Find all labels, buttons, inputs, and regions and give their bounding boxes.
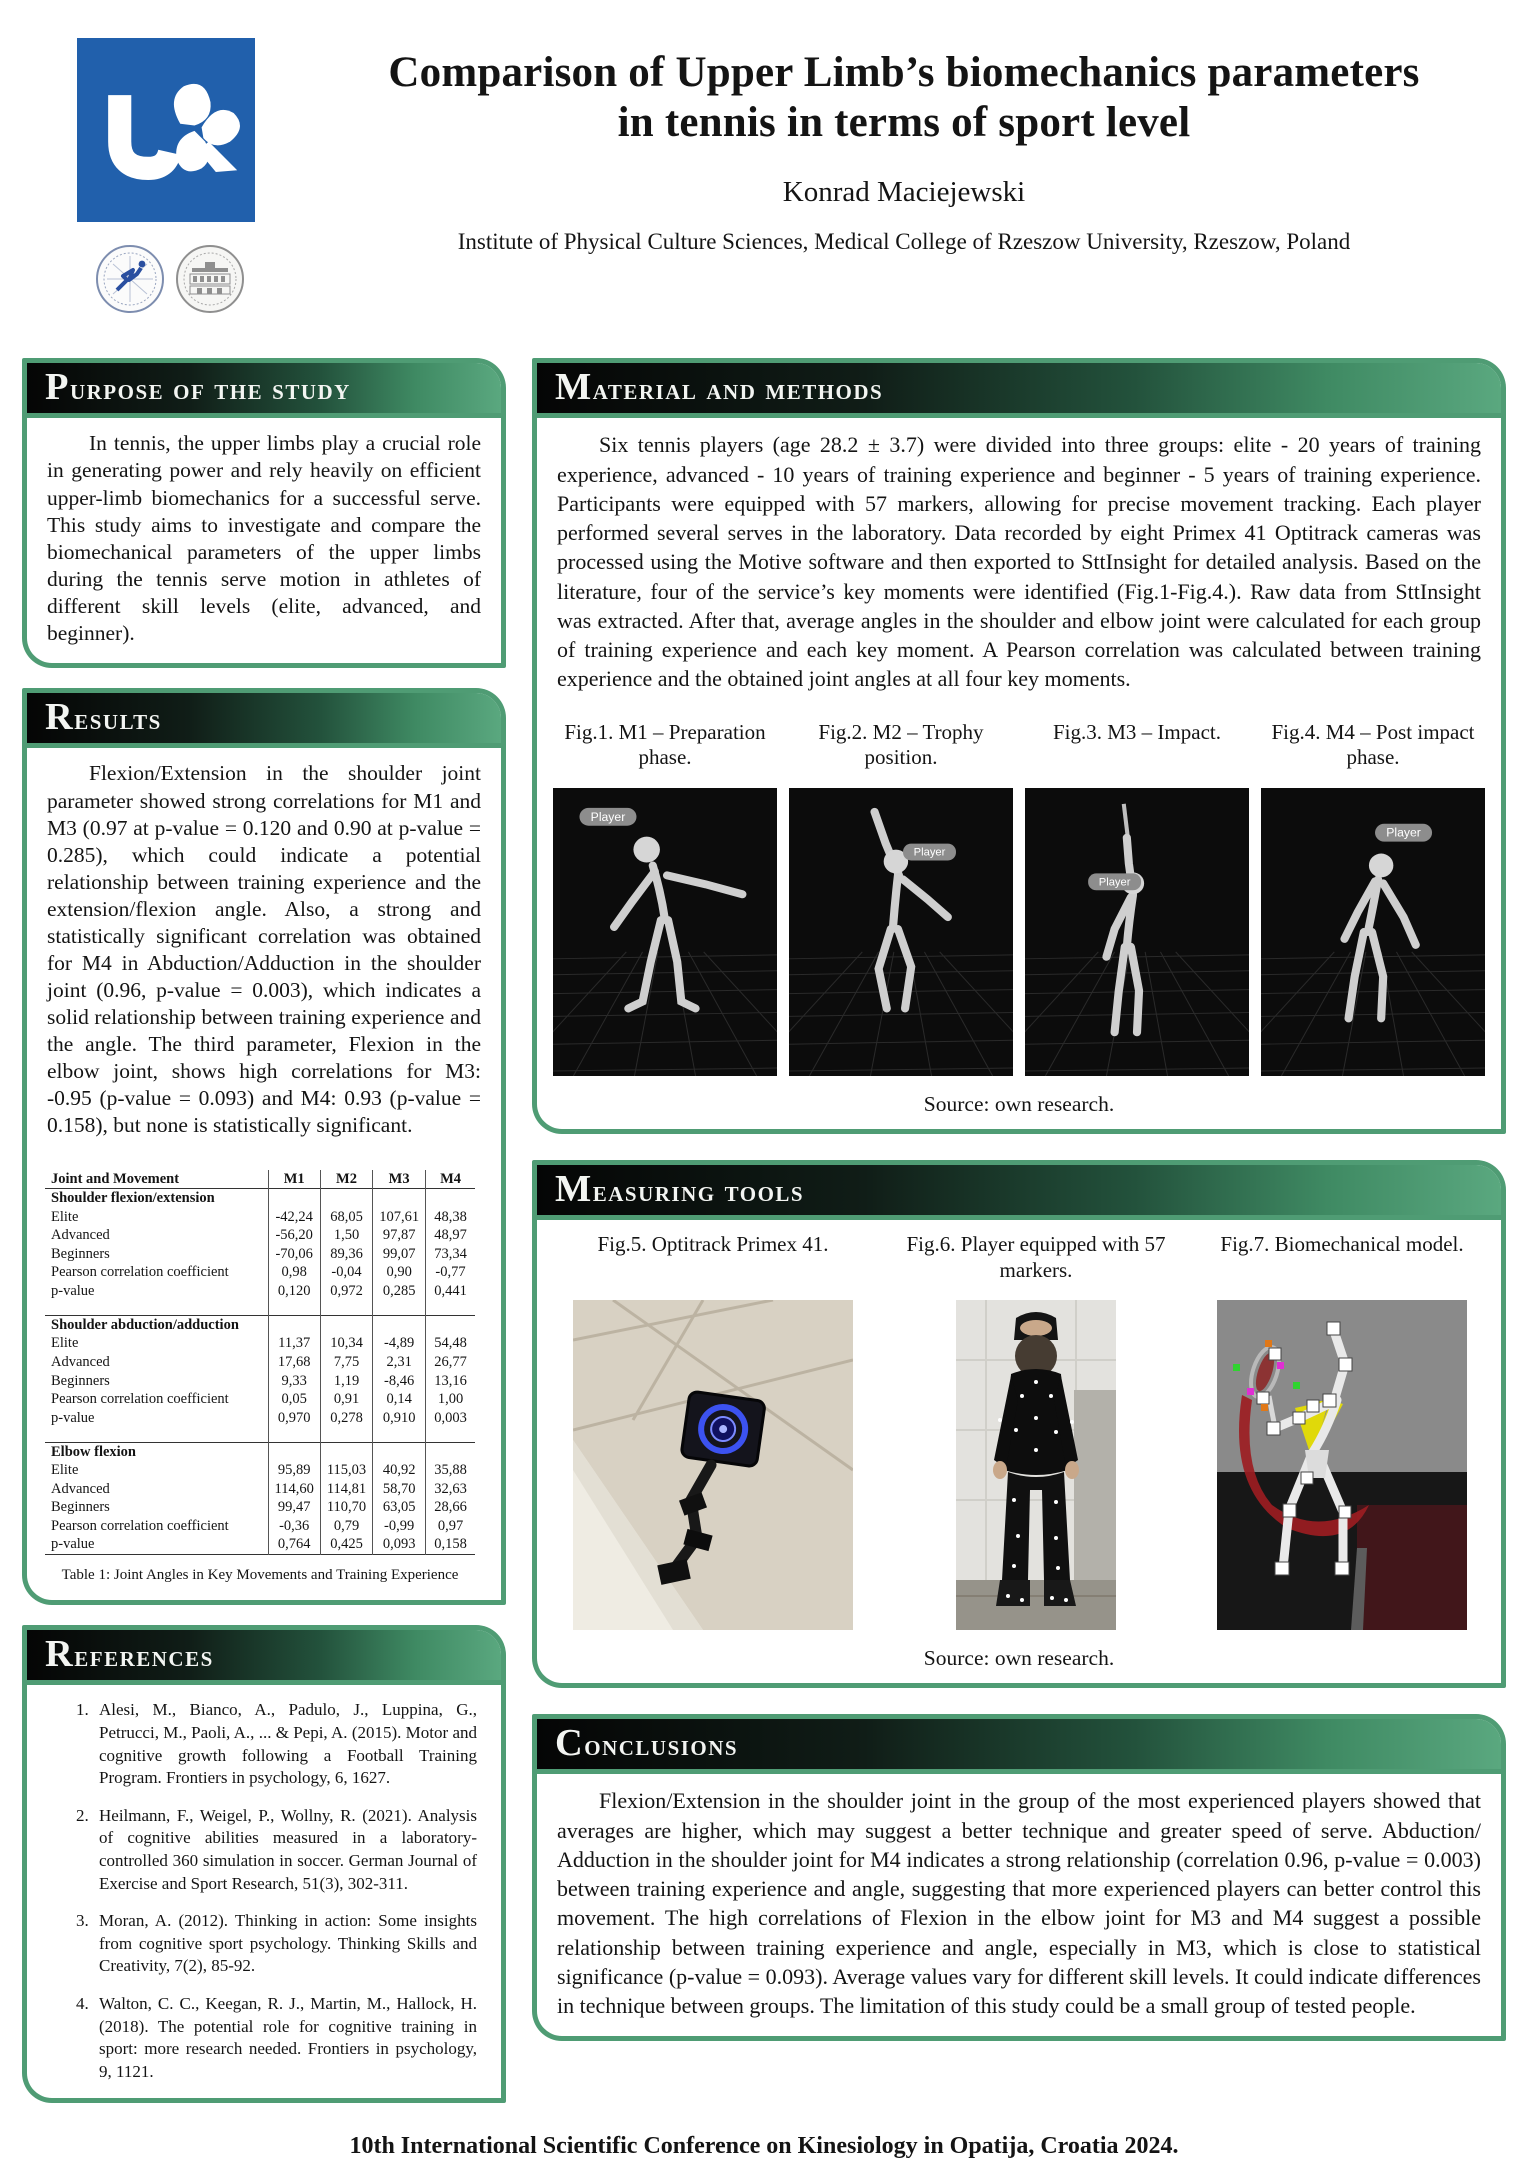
table-row: p-value 0,120 0,972 0,285 0,441 bbox=[45, 1282, 475, 1301]
reference-item: 1. Alesi, M., Bianco, A., Padulo, J., Luppina, G., Petrucci, M., Paoli, A., ... & Pepi, A. (2015). Motor and cognitive growth following a Football Training Program. Frontiers in psychology, 6, 1627. bbox=[93, 1699, 477, 1789]
purpose-header-band bbox=[27, 363, 501, 418]
tools-header-band bbox=[537, 1165, 1501, 1220]
section-references bbox=[22, 1625, 506, 2104]
section-conclusions bbox=[532, 1714, 1506, 2041]
conclusions-text: Flexion/Extension in the shoulder joint in the group of the most experienced players showed that averages are higher, which may suggest a better technique and greater speed of serve. Abduction/ Adduction in the shoulder joint for M4 indicates a strong relationship (correlation 0.96, p-value = 0.003) between training experience and angle, suggesting that more experienced players can better control this movement. The high correlations of Flexion in the elbow joint for M3 and M4 suggest a possible relationship between training experience and angle, especially in M3, which is close to statistical significance (p-value = 0.093). Average values vary for different skill levels. It could indicate differences in technique between groups. The limitation of this study could be a small group of tested people. bbox=[557, 1788, 1481, 2019]
results-text: Flexion/Extension in the shoulder joint parameter showed strong correlations for M1 and M3 (0.97 at p-value = 0.120 and 0.90 at p-value = 0.285), which could indicate a potential relationship between training experience and the extension/flexion angle. Also, a strong and statistically significant correlation was obtained for M4 in Abduction/Adduction in the shoulder joint (0.96, p-value = 0.003), which indicates a solid relationship between training experience and the angle. The third parameter, Flexion in the elbow joint, shows high correlations for M3: -0.95 (p-value = 0.093) and M4: 0.93 (p-value = 0.158), but none is statistically significant. bbox=[47, 761, 481, 1138]
player-markers-photo bbox=[956, 1300, 1116, 1630]
methods-title: Material and methods bbox=[555, 366, 884, 408]
conclusions-body bbox=[537, 1774, 1501, 2036]
ur-logo-icon bbox=[77, 38, 255, 222]
biomechanical-model-image bbox=[1217, 1300, 1467, 1630]
player-label bbox=[1375, 823, 1432, 841]
table-row: Pearson correlation coefficient 0,05 0,91 0,14 1,00 bbox=[45, 1390, 475, 1409]
faculty-of-kinesiology-seal-icon bbox=[95, 244, 165, 314]
tools-figure-row bbox=[537, 1220, 1501, 1630]
table-spacer-row bbox=[45, 1427, 475, 1442]
figure-m1 bbox=[553, 720, 777, 1076]
table-row: Beginners 99,47 110,70 63,05 28,66 bbox=[45, 1498, 475, 1517]
tools-source: Source: own research. bbox=[923, 1646, 1115, 1671]
table-group-row: Shoulder abduction/adduction bbox=[45, 1315, 475, 1334]
svg-text:Player: Player bbox=[590, 809, 626, 824]
table-spacer-row bbox=[45, 1300, 475, 1315]
methods-header-band bbox=[537, 363, 1501, 418]
figure-caption: Fig.2. M2 – Trophy position. bbox=[818, 719, 984, 770]
reference-item: 3. Moran, A. (2012). Thinking in action: Some insights from cognitive sport psychology. Thinking Skills and Creativity, 7(2), 85-92. bbox=[93, 1910, 477, 1978]
m2-trophy-image bbox=[789, 788, 1013, 1076]
table-row: Elite -42,24 68,05 107,61 48,38 bbox=[45, 1208, 475, 1227]
right-column bbox=[532, 358, 1506, 2041]
mannequin-m3-icon bbox=[1025, 788, 1249, 1076]
figure-player-markers bbox=[876, 1232, 1196, 1630]
poster-header bbox=[0, 0, 1528, 330]
table-row: p-value 0,970 0,278 0,910 0,003 bbox=[45, 1409, 475, 1428]
results-title: Results bbox=[45, 696, 162, 739]
table-row: Elite 95,89 115,03 40,92 35,88 bbox=[45, 1461, 475, 1480]
player-label bbox=[1088, 873, 1141, 890]
table-row: Advanced 17,68 7,75 2,31 26,77 bbox=[45, 1353, 475, 1372]
table-group-row: Elbow flexion bbox=[45, 1442, 475, 1461]
header-text bbox=[280, 0, 1528, 255]
poster-columns bbox=[22, 358, 1506, 2103]
table-row: Beginners 9,33 1,19 -8,46 13,16 bbox=[45, 1372, 475, 1391]
results-table-wrap bbox=[27, 1156, 501, 1600]
mocap-figure-row bbox=[537, 710, 1501, 1076]
left-column bbox=[22, 358, 506, 2103]
m4-post-impact-image bbox=[1261, 788, 1485, 1076]
mannequin-m2-icon bbox=[789, 788, 1013, 1076]
section-material-methods bbox=[532, 358, 1506, 1134]
methods-body bbox=[537, 418, 1501, 709]
references-title: References bbox=[45, 1632, 214, 1675]
purpose-text: In tennis, the upper limbs play a crucial role in generating power and rely heavily on efficient upper-limb biomechanics for a successful serve. This study aims to investigate and compare the biomechanical parameters of the upper limbs during the tennis serve motion in athletes of different skill levels (elite, advanced, and beginner). bbox=[47, 431, 481, 645]
section-purpose bbox=[22, 358, 506, 668]
table-row: Pearson correlation coefficient -0,36 0,79 -0,99 0,97 bbox=[45, 1517, 475, 1536]
section-results bbox=[22, 688, 506, 1605]
references-list bbox=[27, 1699, 501, 2083]
tools-title: Measuring tools bbox=[555, 1167, 805, 1210]
table-group-row: Shoulder flexion/extension bbox=[45, 1189, 475, 1208]
figure-biomech-model bbox=[1209, 1232, 1475, 1630]
figure-caption: Fig.5. Optitrack Primex 41. bbox=[597, 1232, 829, 1257]
player-label bbox=[579, 808, 636, 826]
figure-optitrack-camera bbox=[563, 1232, 863, 1630]
university-of-zagreb-seal-icon bbox=[175, 244, 245, 314]
table-row: Pearson correlation coefficient 0,98 -0,04 0,90 -0,77 bbox=[45, 1263, 475, 1282]
figure-caption: Fig.6. Player equipped with 57 markers. bbox=[906, 1232, 1166, 1282]
m3-impact-image bbox=[1025, 788, 1249, 1076]
methods-source: Source: own research. bbox=[923, 1091, 1115, 1116]
results-header-band bbox=[27, 693, 501, 748]
logo-block bbox=[77, 38, 277, 314]
figure-caption: Fig.1. M1 – Preparation phase. bbox=[564, 719, 766, 770]
table-row: Elite 11,37 10,34 -4,89 54,48 bbox=[45, 1334, 475, 1353]
conference-footer: 10th International Scientific Conference on Kinesiology in Opatija, Croatia 2024. bbox=[349, 2133, 1179, 2160]
results-table bbox=[45, 1170, 475, 1555]
methods-text: Six tennis players (age 28.2 ± 3.7) were divided into three groups: elite - 20 years of training experience, advanced - 10 years of training experience and beginner - 5 years of training experience. Participants were equipped with 57 markers, allowing for precise movement tracking. Each player performed several serves in the laboratory. Data recorded by eight Primex 41 Optitrack cameras was processed using the Motive software and then exported to SttInsight for detailed analysis. Based on the literature, four of the service’s key moments were identified (Fig.1-Fig.4.). Raw data from SttInsight was extracted. After that, average angles in the shoulder and elbow joint were calculated for each group of training experience and each key moment. A Pearson correlation was calculated between training experience and the obtained joint angles at all four key moments. bbox=[557, 432, 1481, 692]
reference-item: 2. Heilmann, F., Weigel, P., Wollny, R. (2021). Analysis of cognitive abilities measured in a laboratory-controlled 360 simulation in soccer. German Journal of Exercise and Sport Research, 51(3), 302-311. bbox=[93, 1805, 477, 1895]
figure-m3 bbox=[1025, 720, 1249, 1076]
title-line-1: Comparison of Upper Limb’s biomechanics parameters bbox=[388, 49, 1420, 96]
references-header-band bbox=[27, 1630, 501, 1685]
optitrack-camera-photo bbox=[573, 1300, 853, 1630]
mannequin-m4-icon bbox=[1261, 788, 1485, 1076]
table-row: Advanced 114,60 114,81 58,70 32,63 bbox=[45, 1480, 475, 1499]
section-measuring-tools bbox=[532, 1160, 1506, 1688]
figure-m2 bbox=[789, 720, 1013, 1076]
purpose-title: Purpose of the study bbox=[45, 366, 351, 408]
conclusions-title: Conclusions bbox=[555, 1722, 739, 1765]
page-title bbox=[280, 48, 1528, 148]
figure-m4 bbox=[1261, 720, 1485, 1076]
table-row: Advanced -56,20 1,50 97,87 48,97 bbox=[45, 1226, 475, 1245]
figure-caption: Fig.3. M3 – Impact. bbox=[1053, 719, 1221, 744]
results-body bbox=[27, 748, 501, 1155]
figure-caption: Fig.7. Biomechanical model. bbox=[1220, 1232, 1464, 1257]
mannequin-m1-icon bbox=[553, 788, 777, 1076]
m1-preparation-image bbox=[553, 788, 777, 1076]
svg-text:Player: Player bbox=[913, 846, 946, 859]
reference-item: 4. Walton, C. C., Keegan, R. J., Martin, M., Hallock, H. (2018). The potential role for cognitive training in sport: more research needed. Frontiers in psychology, 9, 1121. bbox=[93, 1993, 477, 2083]
table-header-row: Joint and Movement M1 M2 M3 M4 bbox=[45, 1170, 475, 1189]
title-line-2: in tennis in terms of sport level bbox=[617, 98, 1191, 146]
conclusions-header-band bbox=[537, 1719, 1501, 1774]
author-name: Konrad Maciejewski bbox=[782, 175, 1026, 208]
table-caption: Table 1: Joint Angles in Key Movements and Training Experience bbox=[61, 1566, 459, 1583]
affiliation: Institute of Physical Culture Sciences, Medical College of Rzeszow University, Rzeszow, Poland bbox=[457, 228, 1351, 254]
table-row: p-value 0,764 0,425 0,093 0,158 bbox=[45, 1535, 475, 1554]
rzeszow-university-logo bbox=[77, 38, 255, 222]
svg-text:Player: Player bbox=[1098, 876, 1131, 888]
purpose-body bbox=[27, 418, 501, 663]
figure-caption: Fig.4. M4 – Post impact phase. bbox=[1271, 719, 1475, 770]
table-row: Beginners -70,06 89,36 99,07 73,34 bbox=[45, 1245, 475, 1264]
player-label bbox=[903, 843, 956, 860]
svg-text:Player: Player bbox=[1386, 825, 1421, 840]
